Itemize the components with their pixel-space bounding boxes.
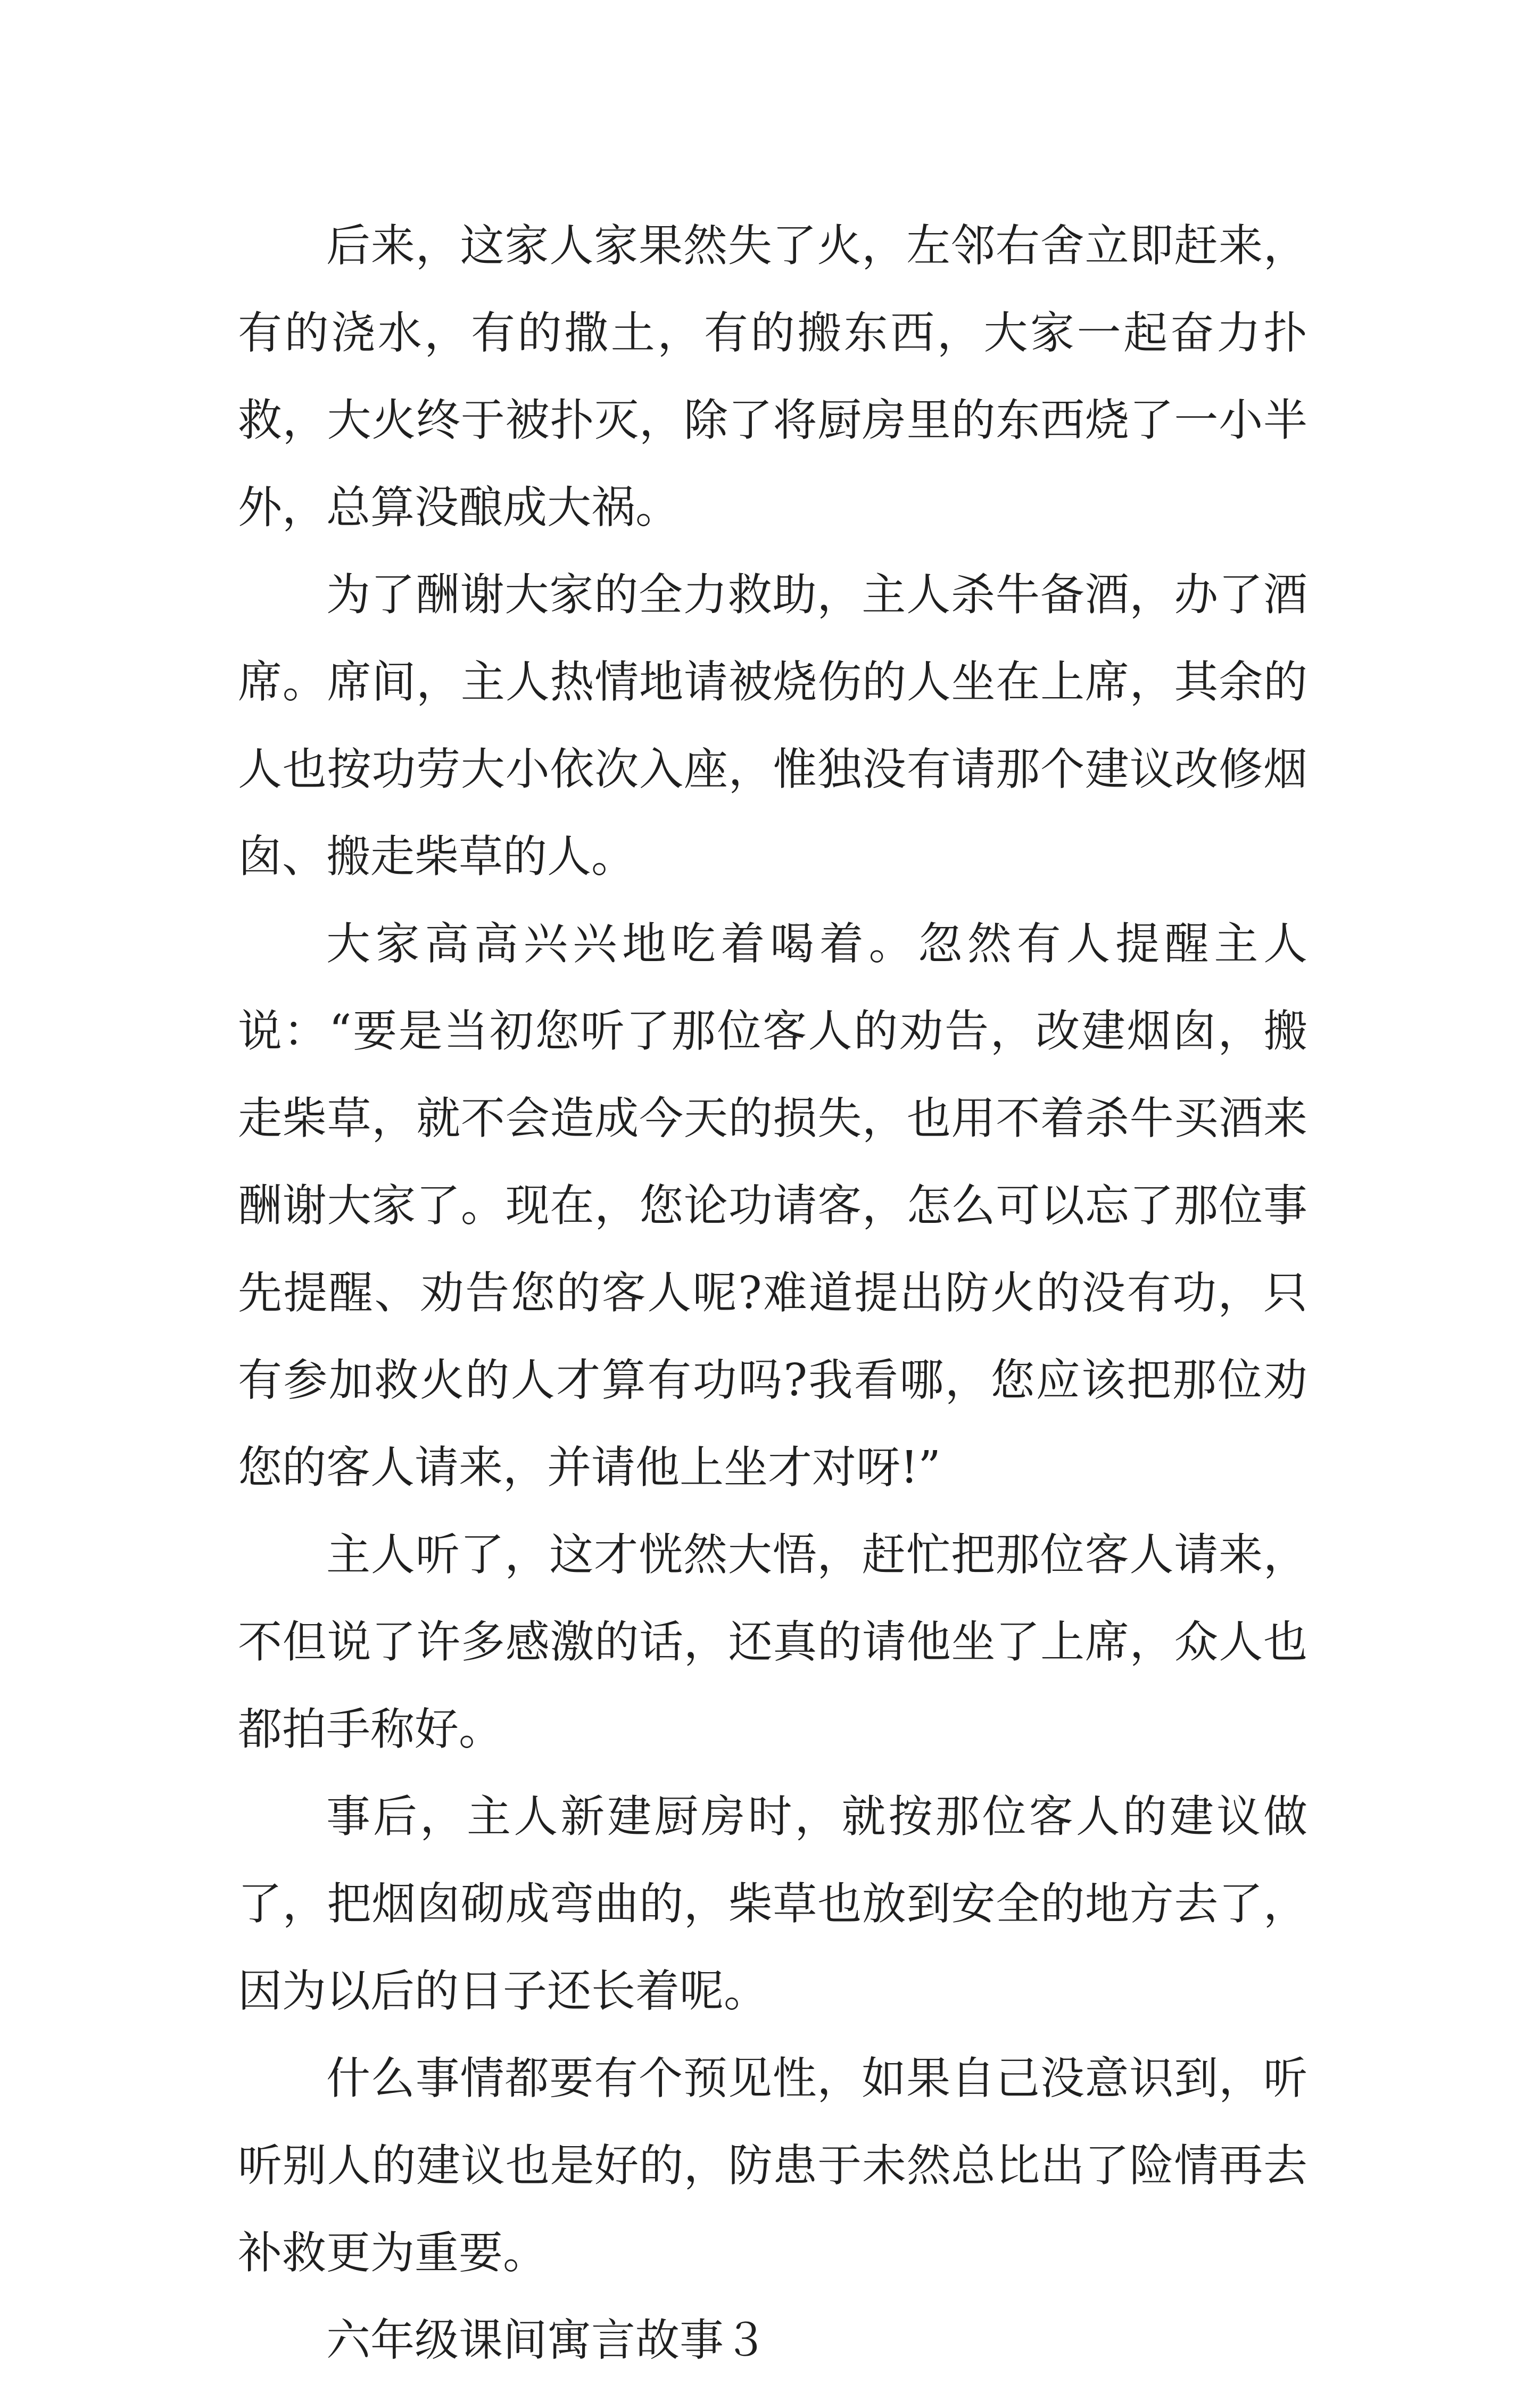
paragraph-aftermath: 事后，主人新建厨房时，就按那位客人的建议做了，把烟囱砌成弯曲的，柴草也放到安全的地方去了，因为以后的日子还长着呢。: [238, 1791, 1307, 2017]
paragraph-banquet: 为了酬谢大家的全力救助，主人杀牛备酒，办了酒席。席间，主人热情地请被烧伤的人坐在上席，其余的人也按功劳大小依次入座，惟独没有请那个建议改修烟囱、搬走柴草的人。: [238, 569, 1307, 882]
paragraph-reminder: 大家高高兴兴地吃着喝着。忽然有人提醒主人说：“要是当初您听了那位客人的劝告，改建烟囱，搬走柴草，就不会造成今天的损失，也用不着杀牛买酒来酬谢大家了。现在，您论功请客，怎么可以忘了那位事先提醒、劝告您的客人呢?难道提出防火的没有功，只有参加救火的人才算有功吗?我看哪，您应该把那位劝您的客人请来，并请他上坐才对呀!”: [238, 918, 1307, 1493]
paragraph-realization: 主人听了，这才恍然大悟，赶忙把那位客人请来，不但说了许多感激的话，还真的请他坐了上席，众人也都拍手称好。: [238, 1529, 1307, 1755]
body-text: [238, 202, 1307, 2384]
paragraph-moral: 什么事情都要有个预见性，如果自己没意识到，听听别人的建议也是好的，防患于未然总比出了险情再去补救更为重要。: [238, 2052, 1307, 2279]
section-heading: 六年级课间寓言故事３: [326, 2314, 768, 2366]
paragraph-fire-extinguished: 后来，这家人家果然失了火，左邻右舍立即赶来，有的浇水，有的撒土，有的搬东西，大家一起奋力扑救，大火终于被扑灭，除了将厨房里的东西烧了一小半外，总算没酿成大祸。: [238, 220, 1307, 533]
